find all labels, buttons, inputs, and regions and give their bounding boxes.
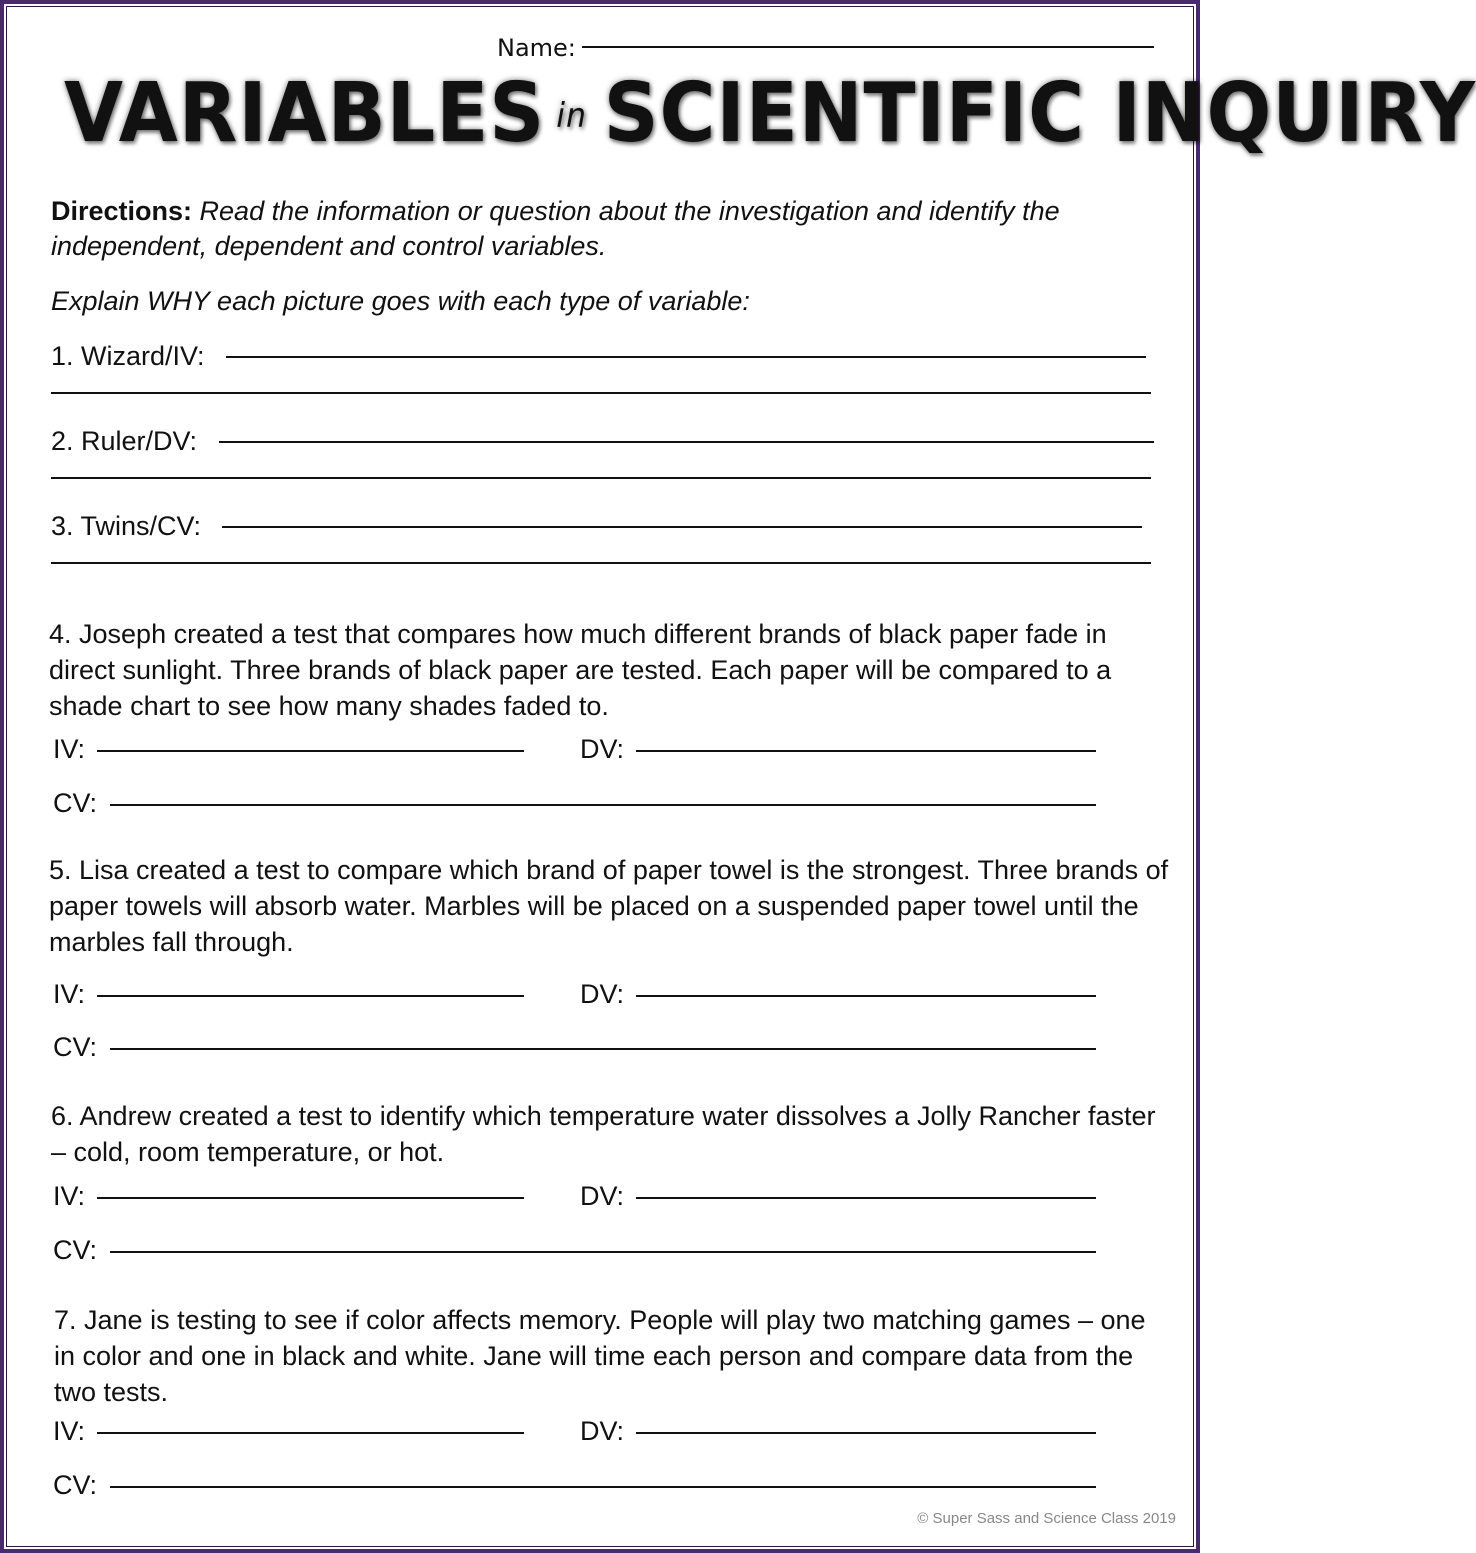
answer-line-wizard-2[interactable] bbox=[51, 392, 1151, 394]
dv-label: DV: bbox=[580, 1181, 625, 1211]
dv-answer-line-q6[interactable] bbox=[636, 1197, 1096, 1199]
cv-label: CV: bbox=[53, 1235, 98, 1265]
cv-label: CV: bbox=[53, 788, 98, 818]
dv-answer-line-q7[interactable] bbox=[636, 1432, 1096, 1434]
directions-label: Directions: bbox=[51, 196, 193, 226]
copyright-footer: © Super Sass and Science Class 2019 bbox=[917, 1510, 1176, 1527]
title-right: SCIENTIFIC INQUIRY bbox=[603, 66, 1476, 161]
name-label: Name: bbox=[497, 34, 576, 62]
iv-label: IV: bbox=[53, 1416, 86, 1446]
dv-answer-line-q5[interactable] bbox=[636, 995, 1096, 997]
answer-line-ruler[interactable] bbox=[219, 441, 1154, 443]
picture-item-label-wizard: 1. Wizard/IV: bbox=[51, 341, 205, 371]
cv-answer-line-q7[interactable] bbox=[110, 1486, 1096, 1488]
dv-answer-line-q4[interactable] bbox=[636, 750, 1096, 752]
question-5: 5. Lisa created a test to compare which brand of paper towel is the strongest. Three brands of paper towels will absorb water. Marbles will be placed on a suspended paper towel until the marbles fall through. bbox=[49, 855, 1169, 957]
dv-label: DV: bbox=[580, 979, 625, 1009]
cv-answer-line-q4[interactable] bbox=[110, 804, 1096, 806]
explain-instruction: Explain WHY each picture goes with each type of variable: bbox=[51, 286, 750, 316]
iv-answer-line-q6[interactable] bbox=[97, 1197, 524, 1199]
cv-label: CV: bbox=[53, 1032, 98, 1062]
iv-label: IV: bbox=[53, 979, 86, 1009]
picture-item-label-ruler: 2. Ruler/DV: bbox=[51, 426, 198, 456]
answer-line-twins[interactable] bbox=[222, 526, 1142, 528]
dv-label: DV: bbox=[580, 1416, 625, 1446]
answer-line-wizard[interactable] bbox=[226, 356, 1146, 358]
page-title bbox=[64, 66, 1476, 166]
cv-answer-line-q5[interactable] bbox=[110, 1048, 1096, 1050]
directions bbox=[51, 194, 1171, 264]
answer-line-ruler-2[interactable] bbox=[51, 477, 1151, 479]
title-left: VARIABLES bbox=[64, 66, 546, 161]
dv-label: DV: bbox=[580, 734, 625, 764]
directions-text: Read the information or question about the investigation and identify the independent, dependent and control variables. bbox=[51, 196, 1060, 261]
answer-line-twins-2[interactable] bbox=[51, 562, 1151, 564]
question-4: 4. Joseph created a test that compares how much different brands of black paper fade in direct sunlight. Three brands of black paper are tested. Each paper will be compared to a shade chart to see how many shades faded to. bbox=[49, 619, 1112, 721]
iv-answer-line-q5[interactable] bbox=[97, 995, 524, 997]
cv-label: CV: bbox=[53, 1470, 98, 1500]
question-6: 6. Andrew created a test to identify which temperature water dissolves a Jolly Rancher faster – cold, room temperature, or hot. bbox=[51, 1101, 1156, 1167]
cv-answer-line-q6[interactable] bbox=[110, 1251, 1096, 1253]
title-connector: in bbox=[556, 96, 587, 136]
picture-item-label-twins: 3. Twins/CV: bbox=[51, 511, 202, 541]
iv-answer-line-q4[interactable] bbox=[97, 750, 524, 752]
question-7: 7. Jane is testing to see if color affects memory. People will play two matching games – one in color and one in black and white. Jane will time each person and compare data from the two tests. bbox=[54, 1305, 1146, 1407]
iv-label: IV: bbox=[53, 734, 86, 764]
iv-answer-line-q7[interactable] bbox=[97, 1432, 524, 1434]
name-input-line[interactable] bbox=[582, 46, 1154, 48]
iv-label: IV: bbox=[53, 1181, 86, 1211]
